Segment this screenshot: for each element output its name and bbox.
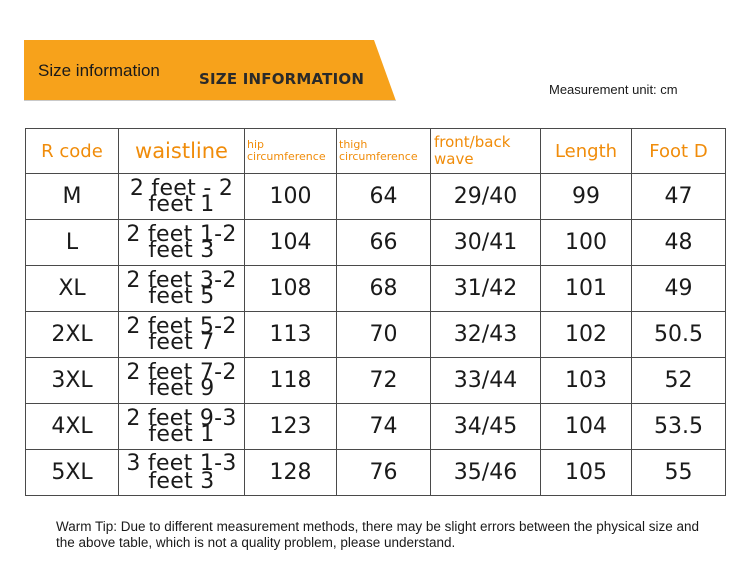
cell-thigh: 68 bbox=[337, 266, 431, 312]
cell-hip: 108 bbox=[245, 266, 337, 312]
warm-tip-note: Warm Tip: Due to different measurement methods, there may be slight errors between the physical size and the above table, which is not a quality problem, please understand. bbox=[56, 519, 700, 550]
cell-wave: 32/43 bbox=[431, 312, 541, 358]
cell-thigh: 64 bbox=[337, 174, 431, 220]
cell-waistline: 2 feet 9-3 feet 1 bbox=[119, 404, 245, 450]
table-row bbox=[26, 358, 726, 404]
cell-length: 104 bbox=[541, 404, 632, 450]
header-waistline: waistline bbox=[119, 129, 245, 174]
cell-thigh: 70 bbox=[337, 312, 431, 358]
cell-hip: 128 bbox=[245, 450, 337, 496]
cell-wave: 34/45 bbox=[431, 404, 541, 450]
header-thigh-circumference: thigh circumference bbox=[337, 129, 431, 174]
cell-thigh: 74 bbox=[337, 404, 431, 450]
header-hip-circumference: hip circumference bbox=[245, 129, 337, 174]
cell-r-code: L bbox=[26, 220, 119, 266]
cell-length: 102 bbox=[541, 312, 632, 358]
table-row bbox=[26, 404, 726, 450]
cell-length: 105 bbox=[541, 450, 632, 496]
cell-foot-d: 49 bbox=[632, 266, 726, 312]
header-foot-d: Foot D bbox=[632, 129, 726, 174]
cell-hip: 123 bbox=[245, 404, 337, 450]
header-r-code: R code bbox=[26, 129, 119, 174]
cell-waistline: 2 feet 3-2 feet 5 bbox=[119, 266, 245, 312]
cell-r-code: XL bbox=[26, 266, 119, 312]
cell-hip: 104 bbox=[245, 220, 337, 266]
cell-foot-d: 52 bbox=[632, 358, 726, 404]
cell-waistline: 3 feet 1-3 feet 3 bbox=[119, 450, 245, 496]
table-row bbox=[26, 312, 726, 358]
banner-heading: SIZE INFORMATION bbox=[199, 70, 365, 88]
cell-foot-d: 50.5 bbox=[632, 312, 726, 358]
banner-label: Size information bbox=[38, 61, 160, 80]
cell-thigh: 76 bbox=[337, 450, 431, 496]
cell-waistline: 2 feet - 2 feet 1 bbox=[119, 174, 245, 220]
size-info-banner bbox=[24, 40, 396, 101]
table-header-row bbox=[26, 129, 726, 174]
cell-r-code: 5XL bbox=[26, 450, 119, 496]
header-length: Length bbox=[541, 129, 632, 174]
cell-wave: 31/42 bbox=[431, 266, 541, 312]
cell-thigh: 66 bbox=[337, 220, 431, 266]
measurement-unit-note: Measurement unit: cm bbox=[549, 82, 678, 97]
cell-length: 99 bbox=[541, 174, 632, 220]
cell-hip: 118 bbox=[245, 358, 337, 404]
cell-r-code: M bbox=[26, 174, 119, 220]
cell-foot-d: 53.5 bbox=[632, 404, 726, 450]
cell-wave: 35/46 bbox=[431, 450, 541, 496]
cell-wave: 30/41 bbox=[431, 220, 541, 266]
cell-waistline: 2 feet 1-2 feet 3 bbox=[119, 220, 245, 266]
table-row bbox=[26, 450, 726, 496]
cell-foot-d: 48 bbox=[632, 220, 726, 266]
table-row bbox=[26, 220, 726, 266]
header-front-back-wave: front/back wave bbox=[431, 129, 541, 174]
table-row bbox=[26, 266, 726, 312]
cell-foot-d: 55 bbox=[632, 450, 726, 496]
cell-waistline: 2 feet 7-2 feet 9 bbox=[119, 358, 245, 404]
cell-hip: 100 bbox=[245, 174, 337, 220]
cell-waistline: 2 feet 5-2 feet 7 bbox=[119, 312, 245, 358]
table-row bbox=[26, 174, 726, 220]
cell-hip: 113 bbox=[245, 312, 337, 358]
cell-wave: 29/40 bbox=[431, 174, 541, 220]
cell-r-code: 3XL bbox=[26, 358, 119, 404]
cell-wave: 33/44 bbox=[431, 358, 541, 404]
cell-foot-d: 47 bbox=[632, 174, 726, 220]
size-table bbox=[25, 128, 726, 496]
cell-r-code: 2XL bbox=[26, 312, 119, 358]
cell-thigh: 72 bbox=[337, 358, 431, 404]
cell-length: 100 bbox=[541, 220, 632, 266]
cell-length: 101 bbox=[541, 266, 632, 312]
cell-r-code: 4XL bbox=[26, 404, 119, 450]
cell-length: 103 bbox=[541, 358, 632, 404]
